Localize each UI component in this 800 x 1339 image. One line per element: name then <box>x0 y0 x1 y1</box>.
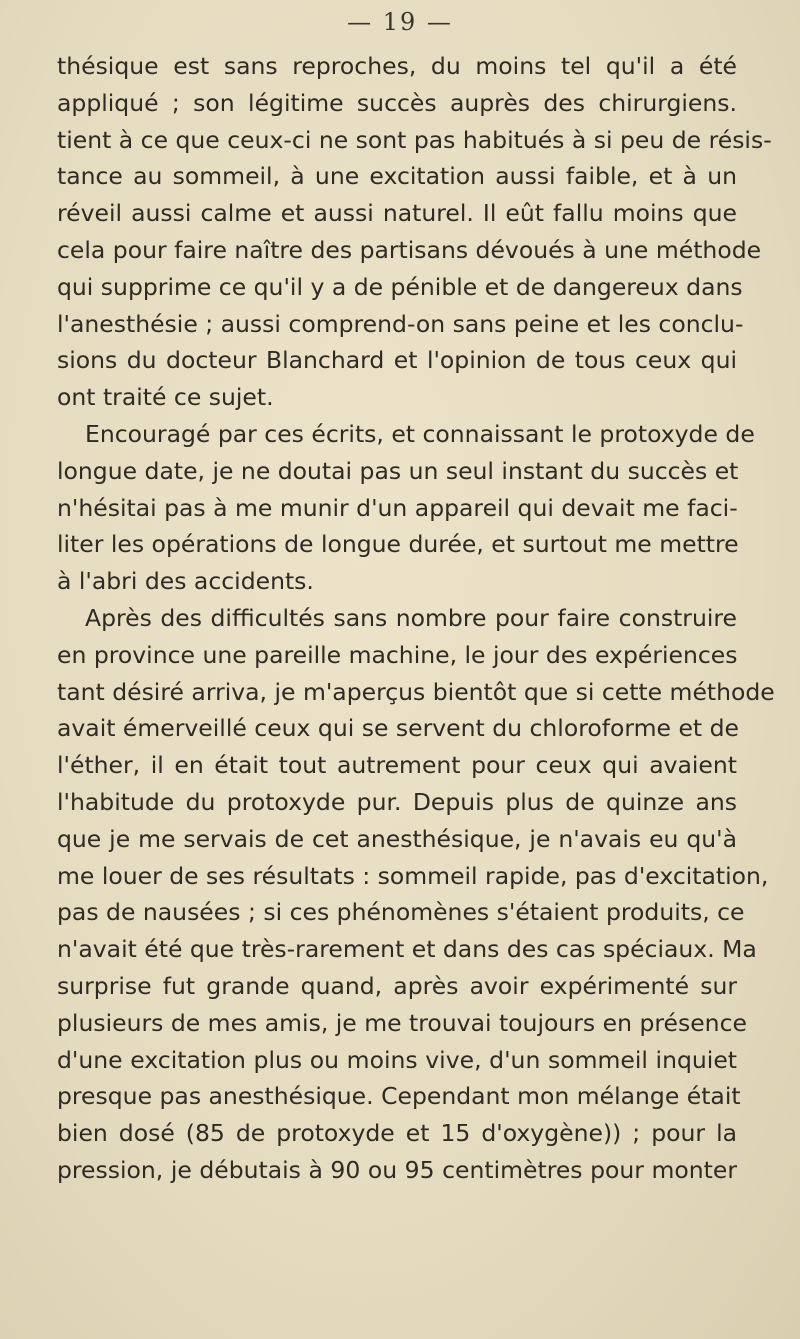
text-line: bien dosé (85 de protoxyde et 15 d'oxygène)) ; pour la <box>57 1119 737 1148</box>
text-line: en province une pareille machine, le jour des expériences <box>57 640 738 669</box>
text-line: tance au sommeil, à une excitation aussi faible, et à un <box>57 162 737 191</box>
text-line: avait émerveillé ceux qui se servent du chloroforme et de <box>57 714 739 743</box>
text-line: l'anesthésie ; aussi comprend-on sans peine et les conclu- <box>57 309 744 338</box>
text-line: qui supprime ce qu'il y a de pénible et de dangereux dans <box>57 272 743 301</box>
text-line: plusieurs de mes amis, je me trouvai toujours en présence <box>57 1008 747 1037</box>
text-line: sions du docteur Blanchard et l'opinion de tous ceux qui <box>57 346 737 375</box>
text-line: ont traité ce sujet. <box>57 383 274 412</box>
text-line: liter les opérations de longue durée, et surtout me mettre <box>57 530 739 559</box>
text-line: longue date, je ne doutai pas un seul instant du succès et <box>57 456 739 485</box>
text-line: l'éther, il en était tout autrement pour ceux qui avaient <box>57 751 737 780</box>
text-line: tient à ce que ceux-ci ne sont pas habitués à si peu de résis- <box>57 125 772 154</box>
text-line: réveil aussi calme et aussi naturel. Il eût fallu moins que <box>57 199 737 228</box>
text-line: l'habitude du protoxyde pur. Depuis plus de quinze ans <box>57 787 737 816</box>
text-line: surprise fut grande quand, après avoir expérimenté sur <box>57 971 737 1000</box>
text-line: Après des difficultés sans nombre pour faire construire <box>85 603 737 632</box>
text-line: à l'abri des accidents. <box>57 567 314 596</box>
text-line: presque pas anesthésique. Cependant mon mélange était <box>57 1082 741 1111</box>
text-line: n'hésitai pas à me munir d'un appareil qui devait me faci- <box>57 493 738 522</box>
text-line: cela pour faire naître des partisans dévoués à une méthode <box>57 235 762 264</box>
text-line: d'une excitation plus ou moins vive, d'un sommeil inquiet <box>57 1045 737 1074</box>
text-line: appliqué ; son légitime succès auprès des chirurgiens. <box>57 88 737 117</box>
text-line: tant désiré arriva, je m'aperçus bientôt que si cette méthode <box>57 677 775 706</box>
text-line: n'avait été que très-rarement et dans des cas spéciaux. Ma <box>57 935 757 964</box>
page-number: — 19 — <box>347 8 453 36</box>
text-line: pas de nausées ; si ces phénomènes s'étaient produits, ce <box>57 898 745 927</box>
text-line: Encouragé par ces écrits, et connaissant le protoxyde de <box>85 419 755 448</box>
body-text <box>57 48 775 1189</box>
text-line: me louer de ses résultats : sommeil rapide, pas d'excitation, <box>57 861 769 890</box>
text-line: pression, je débutais à 90 ou 95 centimètres pour monter <box>57 1155 737 1184</box>
text-line: que je me servais de cet anesthésique, je n'avais eu qu'à <box>57 824 737 853</box>
text-line: thésique est sans reproches, du moins tel qu'il a été <box>57 52 737 80</box>
